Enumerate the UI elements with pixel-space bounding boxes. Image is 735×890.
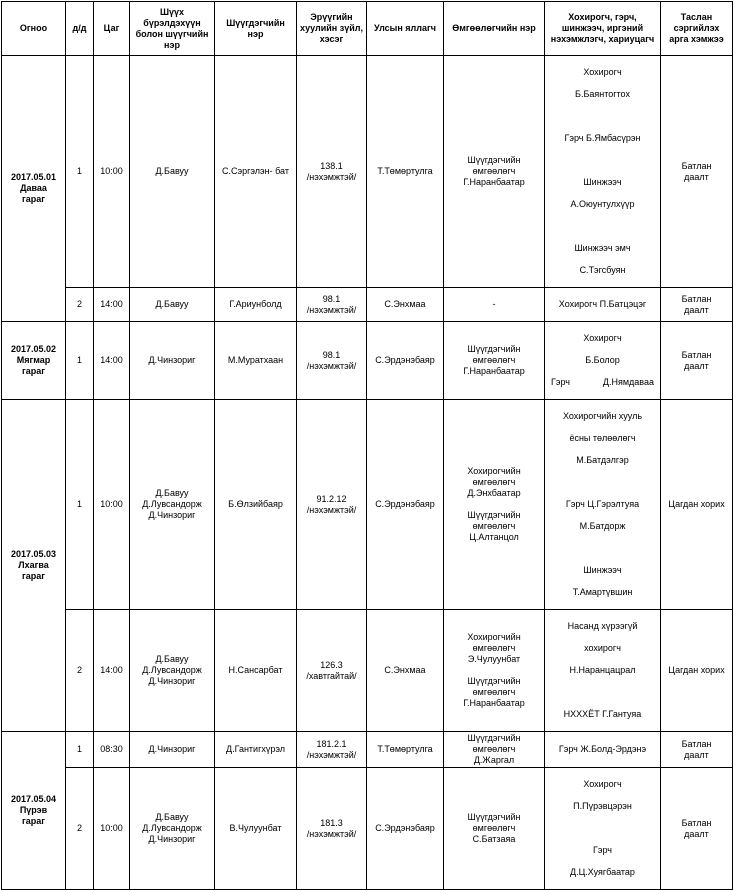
- article-cell: 138.1 /нэхэмжтэй/: [297, 56, 367, 288]
- measure-cell: Цагдан хорих: [661, 610, 733, 732]
- measure-cell: Батлан даалт: [661, 732, 733, 768]
- defendant-cell: Б.Өлзийбаяр: [215, 400, 297, 610]
- num-cell: 1: [66, 322, 94, 400]
- parties-line: ёсны төлөөлөгч: [569, 433, 636, 443]
- parties-line: Хохирогч: [583, 779, 622, 789]
- header-defendant: Шүүгдэгчийн нэр: [215, 2, 297, 56]
- parties-cell: [545, 732, 661, 768]
- parties-line: М.Батдэлгэр: [576, 455, 629, 465]
- measure-cell: Цагдан хорих: [661, 400, 733, 610]
- witness-line: [547, 377, 658, 388]
- parties-cell: [545, 322, 661, 400]
- judges-cell: Д.Бавуу Д.Лувсандорж Д.Чинзориг: [130, 610, 215, 732]
- measure-cell: Батлан даалт: [661, 288, 733, 322]
- parties-line: НХХХЁТ Г.Гантуяа: [563, 709, 642, 719]
- parties-line: А.Оюунтулхүүр: [570, 199, 635, 209]
- parties-line: Гэрч Ж.Болд-Эрдэнэ: [558, 744, 647, 754]
- defender-cell: -: [444, 288, 545, 322]
- header-article: Эрүүгийн хуулийн зүйл, хэсэг: [297, 2, 367, 56]
- defender-cell: Шүүгдэгчийн өмгөөлөгч Д.Жаргал: [444, 732, 545, 768]
- defendant-cell: М.Муратхаан: [215, 322, 297, 400]
- article-cell: 98.1 /нэхэмжтэй/: [297, 288, 367, 322]
- judges-cell: Д.Бавуу: [130, 288, 215, 322]
- table-row: [2, 768, 733, 890]
- date-cell: 2017.05.04 Пүрэв гараг: [2, 732, 66, 890]
- parties-line: С.Тэгсбуян: [579, 265, 626, 275]
- header-parties: Хохирогч, гэрч, шинжээч, иргэний нэхэмжлэгч, хариуцагч: [545, 2, 661, 56]
- defendant-cell: Д.Гантигхүрэл: [215, 732, 297, 768]
- defender-cell: Хохирогчийн өмгөөлөгч Э.Чулуунбат Шүүгдэгчийн өмгөөлөгч Г.Наранбаатар: [444, 610, 545, 732]
- measure-cell: Батлан даалт: [661, 322, 733, 400]
- table-row: [2, 610, 733, 732]
- time-cell: 08:30: [94, 732, 130, 768]
- parties-line: Гэрч: [593, 845, 612, 855]
- secretary-cell: С.Энхмаа: [367, 288, 444, 322]
- table-row: [2, 400, 733, 610]
- judges-cell: Д.Бавуу Д.Лувсандорж Д.Чинзориг: [130, 400, 215, 610]
- judges-cell: Д.Бавуу Д.Лувсандорж Д.Чинзориг: [130, 768, 215, 890]
- num-cell: 1: [66, 732, 94, 768]
- parties-line: Т.Амартүвшин: [572, 587, 633, 597]
- header-date: Огноо: [2, 2, 66, 56]
- header-time: Цаг: [94, 2, 130, 56]
- parties-line: Хохирогч: [583, 333, 622, 343]
- witness-label: Гэрч: [551, 377, 570, 387]
- table-row: [2, 288, 733, 322]
- secretary-cell: С.Эрдэнэбаяр: [367, 322, 444, 400]
- header-defender: Өмгөөлөгчийн нэр: [444, 2, 545, 56]
- parties-line: Б.Баянтогтох: [575, 89, 630, 99]
- date-cell: 2017.05.02 Мягмар гараг: [2, 322, 66, 400]
- parties-line: Н.Наранцацрал: [569, 665, 636, 675]
- parties-line: Хохирогч П.Батцэцэг: [558, 299, 647, 309]
- date-cell: 2017.05.01 Даваа гараг: [2, 56, 66, 322]
- parties-cell: [545, 56, 661, 288]
- parties-cell: [545, 400, 661, 610]
- secretary-cell: С.Эрдэнэбаяр: [367, 768, 444, 890]
- parties-cell: [545, 768, 661, 890]
- measure-cell: Батлан даалт: [661, 768, 733, 890]
- parties-line: Д.Ц.Хуягбаатар: [570, 867, 635, 877]
- parties-line: Гэрч Б.Ямбасүрэн: [564, 133, 641, 143]
- secretary-cell: Т.Төмөртулга: [367, 732, 444, 768]
- parties-cell: [545, 610, 661, 732]
- article-cell: 98.1 /нэхэмжтэй/: [297, 322, 367, 400]
- defendant-cell: В.Чулуунбат: [215, 768, 297, 890]
- parties-line: Шинжээч: [583, 565, 622, 575]
- time-cell: 10:00: [94, 56, 130, 288]
- defender-cell: Шүүгдэгчийн өмгөөлөгч Г.Наранбаатар: [444, 56, 545, 288]
- parties-line: Шинжээч эмч: [574, 243, 631, 253]
- parties-line: Гэрч Ц.Гэрэлтуяа: [565, 499, 640, 509]
- judges-cell: Д.Бавуу: [130, 56, 215, 288]
- article-cell: 126.3 /хавтгайтай/: [297, 610, 367, 732]
- judges-cell: Д.Чинзориг: [130, 732, 215, 768]
- table-row: [2, 56, 733, 288]
- defender-cell: Шүүгдэгчийн өмгөөлөгч Г.Наранбаатар: [444, 322, 545, 400]
- header-measure: Таслан сэргийлэх арга хэмжээ: [661, 2, 733, 56]
- defender-cell: Хохирогчийн өмгөөлөгч Д.Энхбаатар Шүүгдэгчийн өмгөөлөгч Ц.Алтанцол: [444, 400, 545, 610]
- secretary-cell: С.Эрдэнэбаяр: [367, 400, 444, 610]
- parties-line: хохирогч: [584, 643, 621, 653]
- time-cell: 14:00: [94, 288, 130, 322]
- parties-cell: [545, 288, 661, 322]
- time-cell: 14:00: [94, 610, 130, 732]
- header-num: д/д: [66, 2, 94, 56]
- num-cell: 1: [66, 56, 94, 288]
- time-cell: 10:00: [94, 768, 130, 890]
- num-cell: 2: [66, 288, 94, 322]
- header-row: [2, 2, 733, 56]
- table-row: [2, 732, 733, 768]
- num-cell: 2: [66, 610, 94, 732]
- num-cell: 1: [66, 400, 94, 610]
- article-cell: 181.2.1 /нэхэмжтэй/: [297, 732, 367, 768]
- court-schedule-table: [1, 1, 733, 890]
- parties-line: Хохирогч: [583, 67, 622, 77]
- parties-line: Б.Болор: [585, 355, 620, 365]
- defendant-cell: С.Сэргэлэн- бат: [215, 56, 297, 288]
- time-cell: 14:00: [94, 322, 130, 400]
- table-row: [2, 322, 733, 400]
- witness-name: Д.Нямдаваа: [602, 377, 654, 387]
- secretary-cell: С.Энхмаа: [367, 610, 444, 732]
- header-judges: Шүүх бүрэлдэхүүн болон шүүгчийн нэр: [130, 2, 215, 56]
- defender-cell: Шүүгдэгчийн өмгөөлөгч С.Батзаяа: [444, 768, 545, 890]
- parties-line: Насанд хүрээгүй: [567, 621, 638, 631]
- parties-line: Хохирогчийн хууль: [562, 411, 643, 421]
- secretary-cell: Т.Төмөртулга: [367, 56, 444, 288]
- article-cell: 181.3 /нэхэмжтэй/: [297, 768, 367, 890]
- judges-cell: Д.Чинзориг: [130, 322, 215, 400]
- article-cell: 91.2.12 /нэхэмжтэй/: [297, 400, 367, 610]
- parties-line: М.Батдорж: [579, 521, 626, 531]
- defendant-cell: Н.Сансарбат: [215, 610, 297, 732]
- defendant-cell: Г.Ариунболд: [215, 288, 297, 322]
- num-cell: 2: [66, 768, 94, 890]
- measure-cell: Батлан даалт: [661, 56, 733, 288]
- header-secretary: Улсын яллагч: [367, 2, 444, 56]
- parties-line: Шинжээч: [583, 177, 622, 187]
- time-cell: 10:00: [94, 400, 130, 610]
- parties-line: П.Пүрэвцэрэн: [573, 801, 632, 811]
- date-cell: 2017.05.03 Лхагва гараг: [2, 400, 66, 732]
